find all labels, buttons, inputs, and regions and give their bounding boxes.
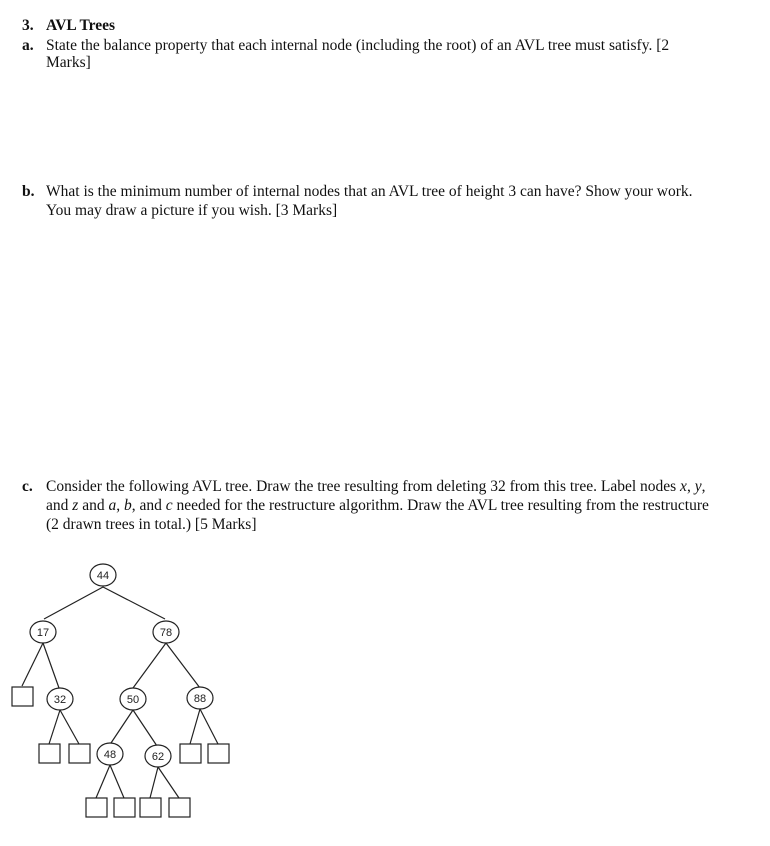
internal-nodes (30, 564, 213, 767)
var-b: b (123, 497, 132, 514)
comma: , (116, 497, 124, 514)
var-a: a (108, 497, 117, 514)
question-a-label: a. (22, 37, 34, 54)
var-y: y (694, 478, 702, 495)
external-leaf (208, 744, 229, 763)
node-label-88: 88 (193, 693, 207, 705)
node-label-17: 17 (36, 627, 50, 639)
edge (103, 587, 165, 619)
comma: , (701, 478, 706, 495)
edge (43, 643, 59, 688)
external-leaf (140, 798, 161, 817)
question-c-label: c. (22, 478, 33, 495)
var-z: z (72, 497, 79, 514)
var-x: x (680, 478, 687, 495)
external-leaf (86, 798, 107, 817)
question-b-line1: What is the minimum number of internal nodes that an AVL tree of height 3 can have? Show your work. (46, 183, 693, 200)
node-label-48: 48 (103, 749, 117, 761)
var-c: c (165, 497, 173, 514)
section-title: AVL Trees (46, 17, 116, 34)
edge (60, 710, 79, 744)
question-c-line1-text: Consider the following AVL tree. Draw the tree resulting from deleting 32 from this tree. Label nodes (46, 478, 681, 495)
question-c-line3: (2 drawn trees in total.) [5 Marks] (46, 516, 257, 533)
edge (49, 710, 60, 744)
edge (190, 709, 200, 744)
node-label-62: 62 (151, 751, 165, 763)
section-number: 3. (22, 17, 34, 34)
node-label-32: 32 (53, 694, 67, 706)
edge (133, 710, 157, 746)
question-a-line2: Marks] (46, 54, 91, 71)
question-b-label: b. (22, 183, 35, 200)
comma: , (686, 478, 695, 495)
edge (44, 587, 103, 619)
node-label-50: 50 (126, 694, 140, 706)
text: and (78, 497, 109, 514)
external-leaf (114, 798, 135, 817)
external-leaf (69, 744, 90, 763)
edge (133, 643, 166, 688)
edge (96, 765, 110, 798)
node-label-78: 78 (159, 627, 173, 639)
text: , and (131, 497, 166, 514)
external-leaf (39, 744, 60, 763)
edge (22, 643, 43, 686)
edge (110, 765, 124, 798)
text: needed for the restructure algorithm. Draw the AVL tree resulting from the restructure (172, 497, 709, 514)
question-a-line1: State the balance property that each internal node (including the root) of an AVL tree must satisfy. [2 (46, 37, 670, 54)
external-leaf (180, 744, 201, 763)
edge (166, 643, 200, 688)
node-labels (37, 570, 206, 763)
text: and (46, 497, 73, 514)
node-label-44: 44 (96, 570, 110, 582)
edge (200, 709, 218, 744)
edge (158, 767, 179, 798)
external-leaf (169, 798, 190, 817)
edge (111, 710, 133, 743)
external-leaf (12, 687, 33, 706)
question-b-line2: You may draw a picture if you wish. [3 Marks] (46, 202, 338, 219)
edge (150, 767, 158, 798)
